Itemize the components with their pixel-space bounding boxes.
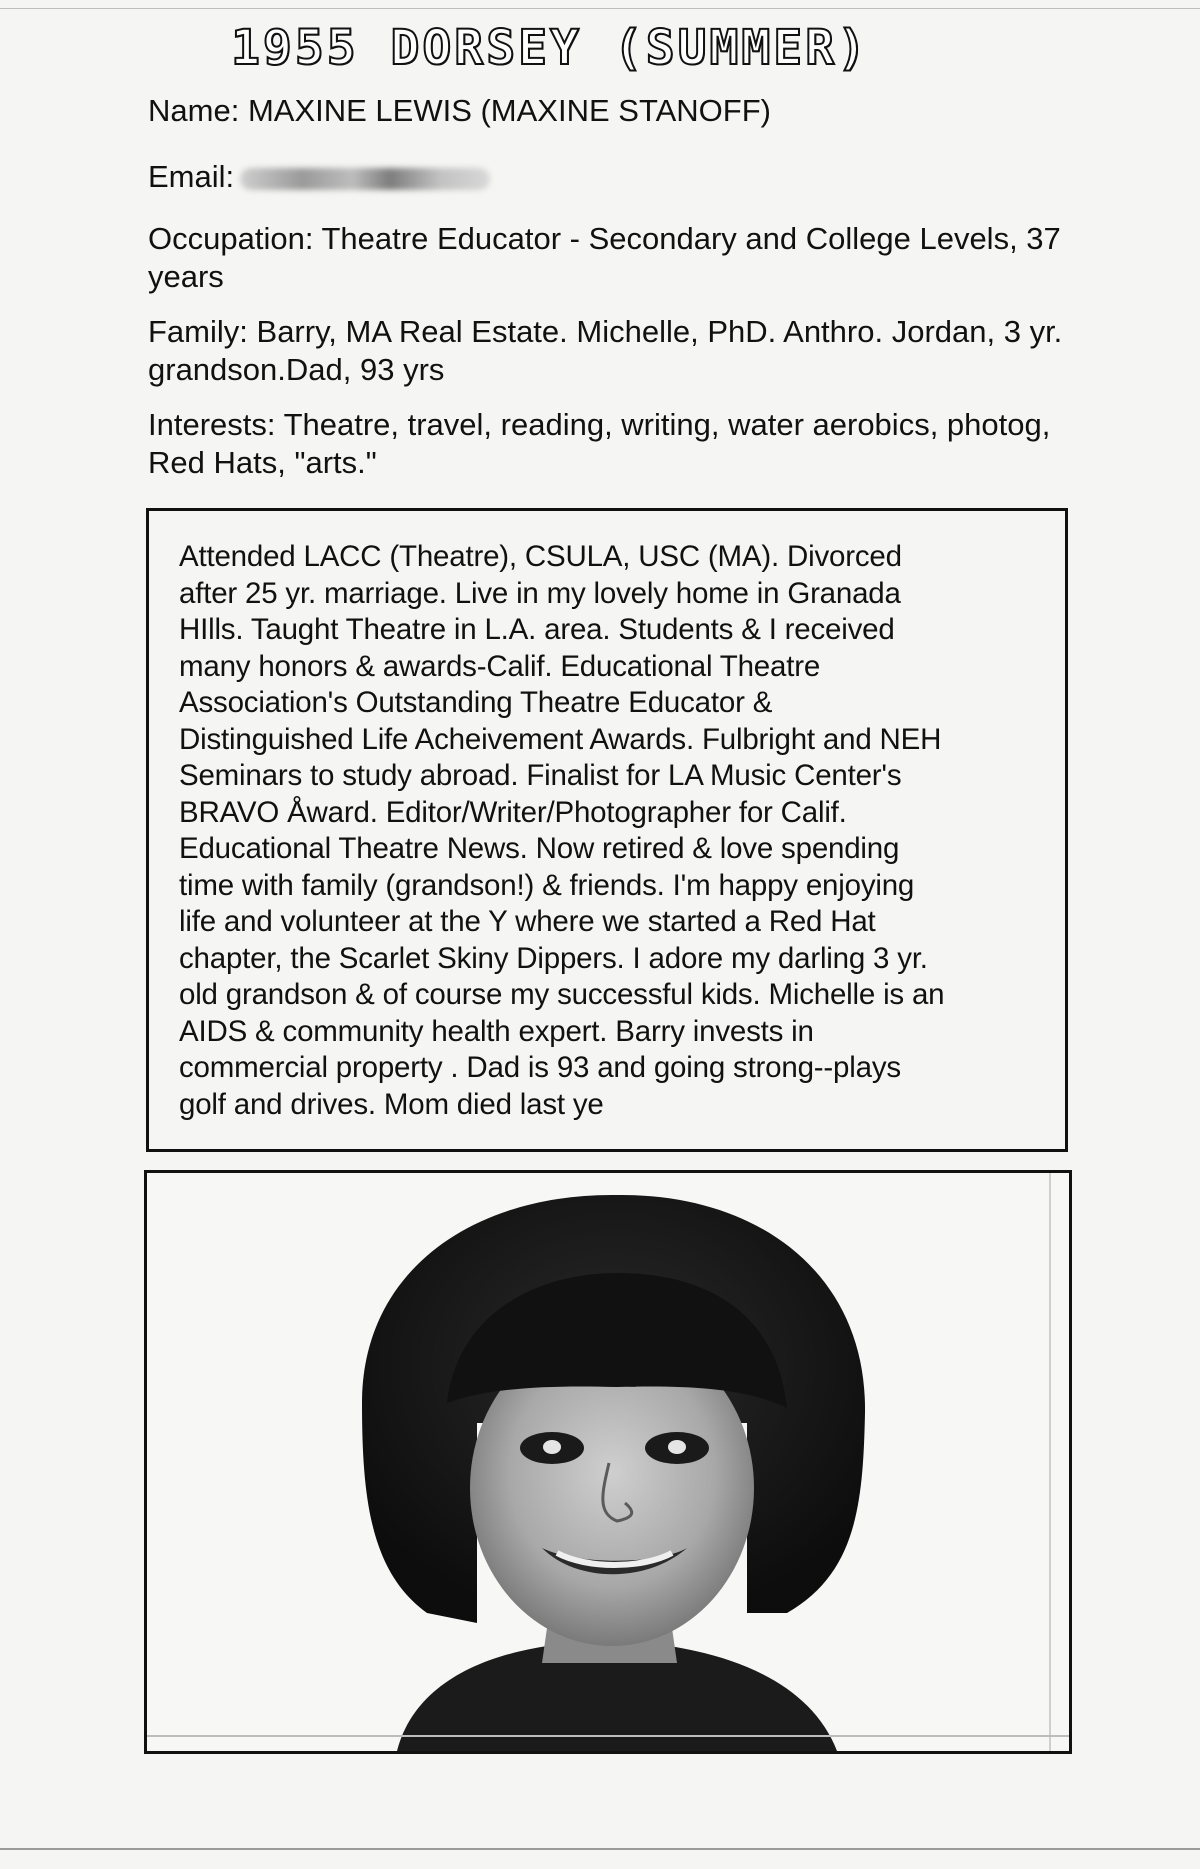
page-title: 1955 DORSEY (SUMMER) — [231, 20, 869, 76]
photo-edge-bottom — [147, 1735, 1069, 1737]
interests-value: Theatre, travel, reading, writing, water aerobics, photog, Red Hats, "arts." — [148, 407, 1051, 480]
bio-line: golf and drives. Mom died last ye — [179, 1087, 604, 1121]
scan-edge-bottom — [0, 1848, 1200, 1850]
bio-line: after 25 yr. marriage. Live in my lovely home in Granada — [179, 576, 901, 610]
bio-box — [146, 508, 1068, 1152]
bio-line: life and volunteer at the Y where we started a Red Hat — [179, 905, 876, 938]
email-field — [148, 158, 1078, 196]
bio-line: Seminars to study abroad. Finalist for LA Music Center's — [179, 759, 902, 792]
bio-line: Educational Theatre News. Now retired & love spending — [179, 832, 900, 865]
bio-line: chapter, the Scarlet Skiny Dippers. I adore my darling 3 yr. — [179, 941, 928, 975]
family-field — [148, 313, 1078, 389]
interests-field — [148, 406, 1078, 482]
photo-edge-right — [1049, 1173, 1051, 1751]
bio-line: Association's Outstanding Theatre Educator & — [179, 686, 773, 719]
scan-edge-top — [0, 8, 1200, 9]
bio-line: Attended LACC (Theatre), CSULA, USC (MA). Divorced — [179, 540, 902, 573]
family-label: Family: — [148, 314, 248, 349]
bio-line: old grandson & of course my successful kids. Michelle is an — [179, 978, 945, 1011]
name-value: MAXINE LEWIS (MAXINE STANOFF) — [247, 93, 771, 128]
portrait-photo — [144, 1170, 1072, 1754]
bio-line: commercial property . Dad is 93 and going strong--plays — [179, 1051, 901, 1084]
bio-line: time with family (grandson!) & friends. I'm happy enjoying — [179, 868, 915, 902]
bio-line: HIlls. Taught Theatre in L.A. area. Students & I received — [179, 613, 895, 646]
occupation-field — [148, 220, 1078, 296]
email-label: Email: — [148, 159, 235, 194]
bio-text — [179, 539, 1035, 1123]
occupation-label: Occupation: — [148, 221, 314, 256]
name-label: Name: — [148, 93, 240, 128]
portrait-image — [147, 1173, 1069, 1751]
email-redacted — [240, 168, 490, 190]
bio-line: many honors & awards-Calif. Educational Theatre — [179, 649, 821, 683]
interests-label: Interests: — [148, 407, 276, 442]
occupation-value: Theatre Educator - Secondary and College Levels, 37 years — [148, 221, 1061, 294]
name-field — [148, 92, 1078, 130]
bio-line: Distinguished Life Acheivement Awards. Fulbright and NEH — [179, 722, 942, 756]
bio-line: BRAVO Åward. Editor/Writer/Photographer for Calif. — [179, 795, 847, 829]
family-value: Barry, MA Real Estate. Michelle, PhD. Anthro. Jordan, 3 yr. grandson.Dad, 93 yrs — [148, 314, 1063, 387]
bio-line: AIDS & community health expert. Barry invests in — [179, 1014, 814, 1048]
